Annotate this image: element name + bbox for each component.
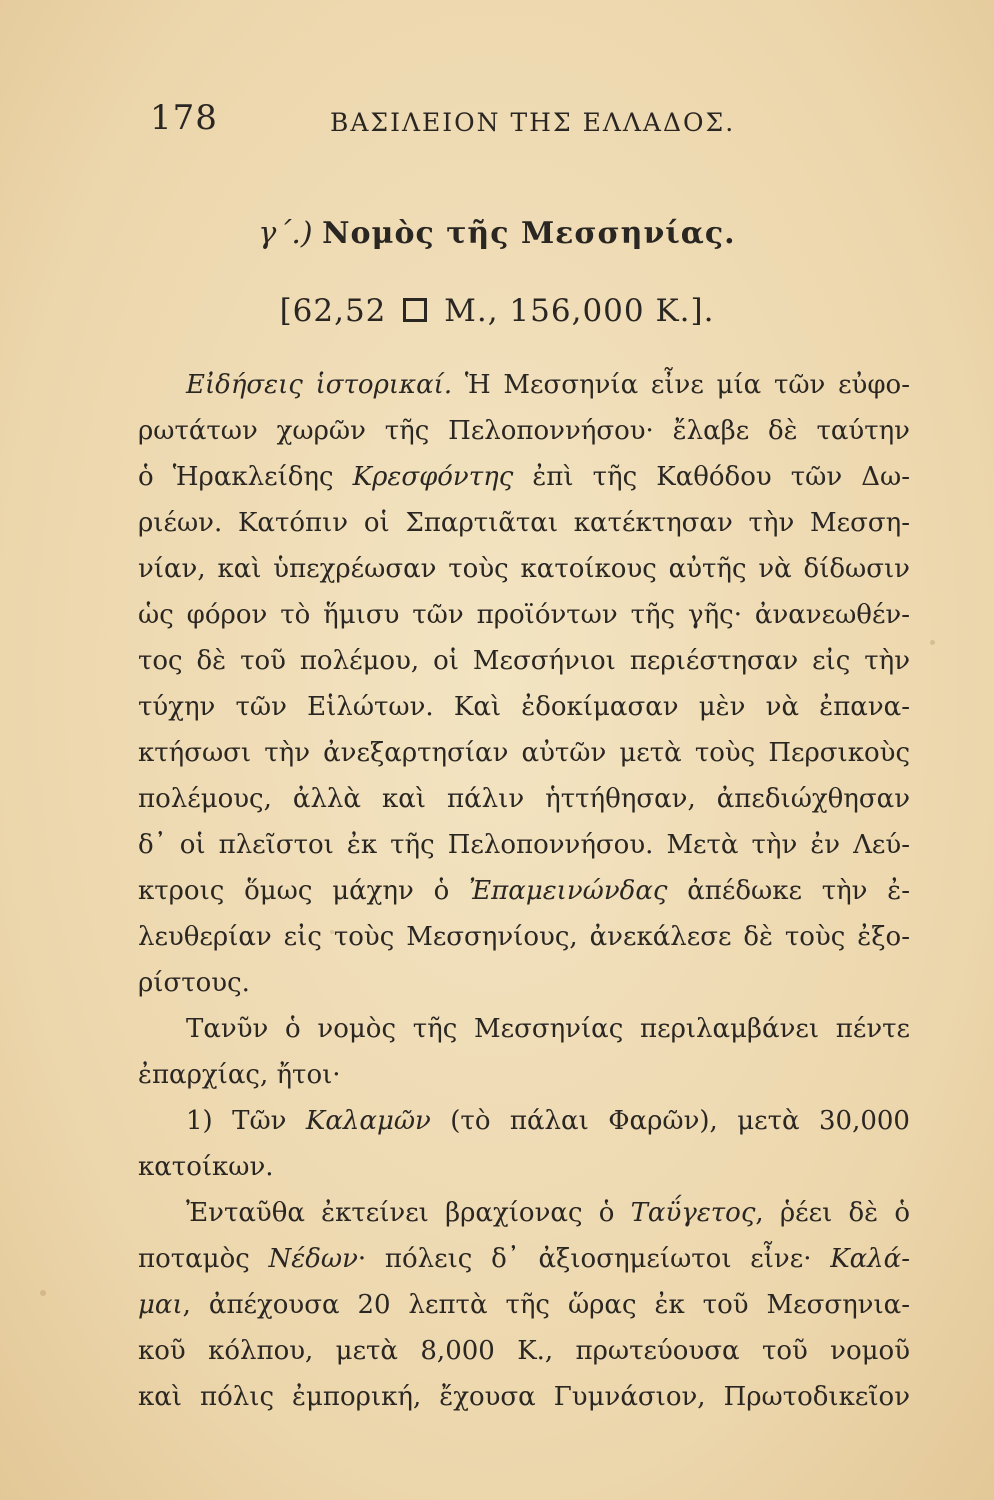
text-line xyxy=(138,776,910,822)
proper-name: Κρεσφόντης xyxy=(352,462,514,492)
text-line xyxy=(138,914,910,960)
text-line xyxy=(138,868,910,914)
proper-name: Καλά- xyxy=(830,1244,910,1274)
line-text: , ῥέει δὲ ὁ xyxy=(755,1198,910,1228)
section-stats xyxy=(0,293,994,329)
line-text: ὁ Ἡρακλείδης xyxy=(138,462,353,492)
text-line xyxy=(138,1328,910,1374)
text-line xyxy=(138,500,910,546)
proper-name: Καλαμῶν xyxy=(305,1106,431,1136)
line-text: κοῦ κόλπου, μετὰ 8,000 Κ., πρωτεύουσα τοῦ νομοῦ xyxy=(138,1336,910,1366)
section-marker: γ΄.) xyxy=(258,216,313,251)
text-line xyxy=(138,1098,910,1144)
text-line xyxy=(138,1190,910,1236)
line-text: , ἀπέχουσα 20 λεπτὰ τῆς ὥρας ἐκ τοῦ Μεσσηνια- xyxy=(182,1290,910,1320)
line-text: 1) Τῶν xyxy=(186,1106,306,1136)
page-number: 178 xyxy=(150,98,218,138)
text-line xyxy=(138,592,910,638)
line-text: ὡς φόρον τὸ ἥμισυ τῶν προϊόντων τῆς γῆς· ἀνανεωθέν- xyxy=(138,600,910,630)
text-line xyxy=(138,408,910,454)
text-line xyxy=(138,822,910,868)
text-line xyxy=(138,546,910,592)
square-icon xyxy=(403,298,427,322)
line-text: λευθερίαν εἰς τοὺς Μεσσηνίους, ἀνεκάλεσε δὲ τοὺς ἐξο- xyxy=(138,922,910,952)
line-text: · πόλεις δ᾽ ἀξιοσημείωτοι εἶνε· xyxy=(357,1244,831,1274)
text-line xyxy=(138,1144,910,1190)
line-text: πολέμους, ἀλλὰ καὶ πάλιν ἡττήθησαν, ἀπεδιώχθησαν xyxy=(138,784,910,814)
line-text: ἐπὶ τῆς Καθόδου τῶν Δω- xyxy=(513,462,910,492)
line-text: τος δὲ τοῦ πολέμου, οἱ Μεσσήνιοι περιέστησαν εἰς τὴν xyxy=(138,646,910,676)
running-title: ΒΑΣΙΛΕΙΟΝ ΤΗΣ ΕΛΛΑΔΟΣ. xyxy=(330,108,736,137)
line-text: κτροις ὅμως μάχην ὁ xyxy=(138,876,469,906)
proper-name: Ταΰγετος xyxy=(630,1198,756,1228)
text-line xyxy=(138,960,910,1006)
body-text xyxy=(138,362,910,1420)
text-line xyxy=(138,684,910,730)
line-text: δ᾽ οἱ πλεῖστοι ἐκ τῆς Πελοποννήσου. Μετὰ τὴν ἐν Λεύ- xyxy=(138,830,910,860)
proper-name: Ἐπαμεινώνδας xyxy=(469,876,668,906)
line-text: ἀπέδωκε τὴν ἐ- xyxy=(667,876,910,906)
line-text: Τανῦν ὁ νομὸς τῆς Μεσσηνίας περιλαμβάνει πέντε xyxy=(186,1014,910,1044)
stats-population: Μ., 156,000 Κ.]. xyxy=(444,293,715,329)
line-text: Ἐνταῦθα ἐκτείνει βραχίονας ὁ xyxy=(186,1198,631,1228)
line-text: Ἡ Μεσσηνία εἶνε μία τῶν εὐφο- xyxy=(452,370,910,400)
line-text: ρωτάτων χωρῶν τῆς Πελοποννήσου· ἔλαβε δὲ ταύτην xyxy=(138,416,910,446)
line-text: καὶ πόλις ἐμπορική, ἔχουσα Γυμνάσιον, Πρωτοδικεῖον xyxy=(138,1382,910,1412)
text-line xyxy=(138,638,910,684)
text-line xyxy=(138,1006,910,1052)
line-text: κτήσωσι τὴν ἀνεξαρτησίαν αὐτῶν μετὰ τοὺς Περσικοὺς xyxy=(138,738,910,768)
line-text: ρίστους. xyxy=(138,968,250,998)
line-text: κατοίκων. xyxy=(138,1152,274,1182)
line-text: ἐπαρχίας, ἤτοι· xyxy=(138,1060,341,1090)
line-text: (τὸ πάλαι Φαρῶν), μετὰ 30,000 xyxy=(430,1106,910,1136)
line-text: ποταμὸς xyxy=(138,1244,269,1274)
text-line xyxy=(138,1282,910,1328)
paragraph-label: Εἰδήσεις ἱστορικαί. xyxy=(186,370,453,400)
proper-name: μαι xyxy=(138,1290,183,1320)
running-head xyxy=(150,98,920,138)
proper-name: Νέδων xyxy=(268,1244,358,1274)
text-line xyxy=(138,1236,910,1282)
text-line xyxy=(138,1374,910,1420)
text-line xyxy=(138,1052,910,1098)
text-line xyxy=(138,730,910,776)
section-title: Νομὸς τῆς Μεσσηνίας. xyxy=(322,216,736,251)
line-text: ριέων. Κατόπιν οἱ Σπαρτιᾶται κατέκτησαν τὴν Μεσση- xyxy=(138,508,910,538)
line-text: τύχην τῶν Εἱλώτων. Καὶ ἐδοκίμασαν μὲν νὰ ἐπανα- xyxy=(138,692,910,722)
section-heading xyxy=(0,216,994,251)
text-line xyxy=(138,454,910,500)
line-text: νίαν, καὶ ὑπεχρέωσαν τοὺς κατοίκους αὐτῆς νὰ δίδωσιν xyxy=(138,554,910,584)
text-line xyxy=(138,362,910,408)
stats-area: [62,52 xyxy=(279,293,387,329)
